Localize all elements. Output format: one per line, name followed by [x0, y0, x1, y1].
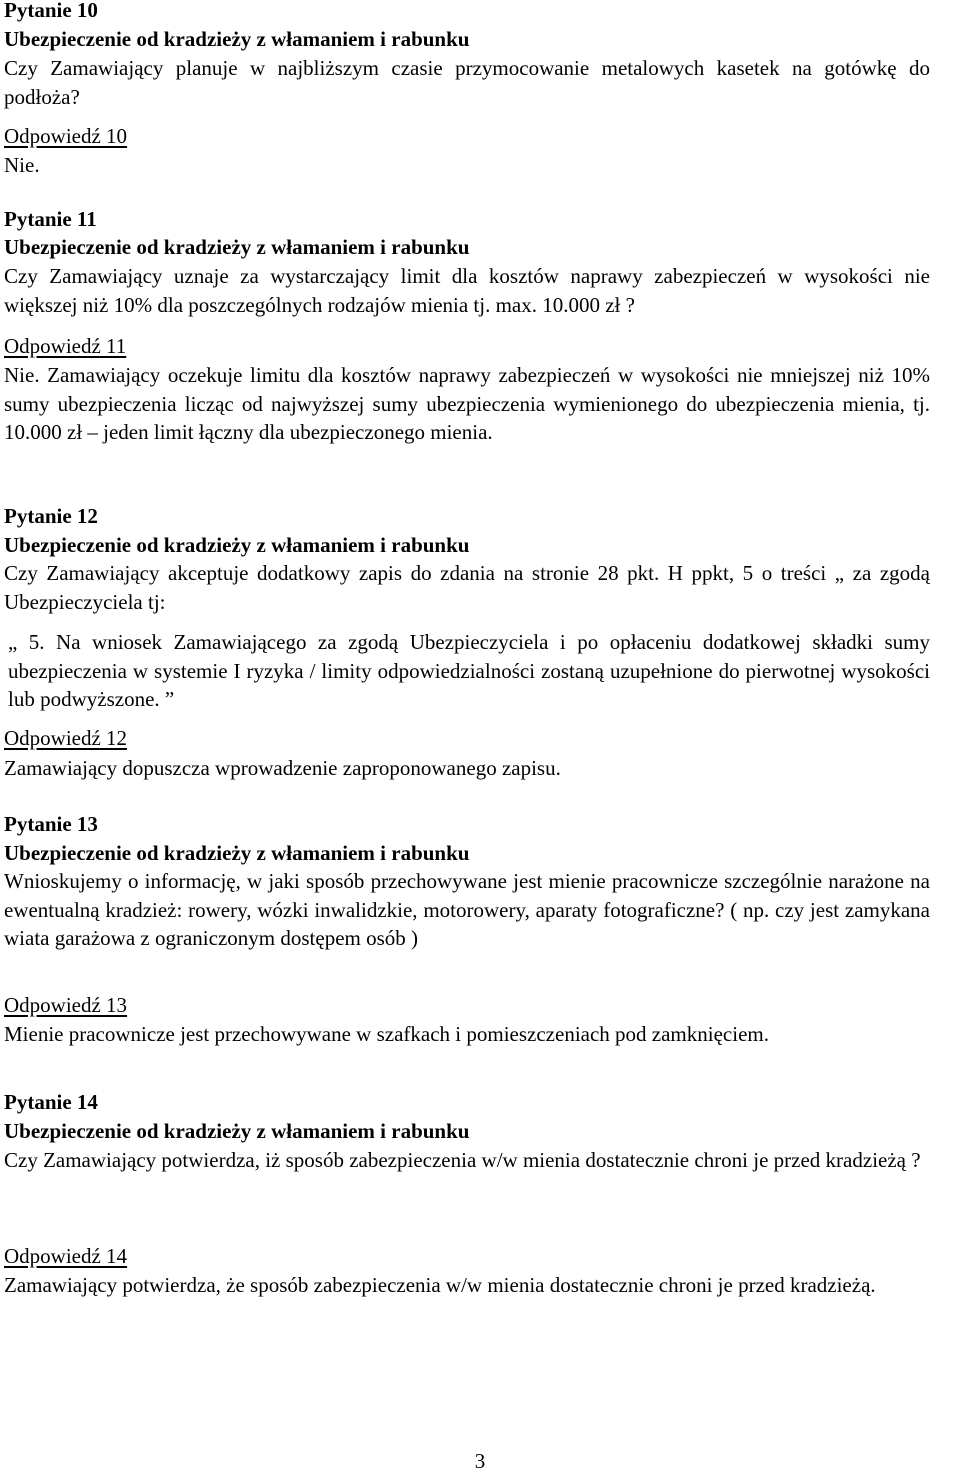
question-14-topic: Ubezpieczenie od kradzieży z włamaniem i rabunku [4, 1119, 470, 1143]
question-10-text: Czy Zamawiający planuje w najbliższym czasie przymocowanie metalowych kasetek na gotówkę do podłoża? [4, 56, 930, 109]
question-11-text: Czy Zamawiający uznaje za wystarczający limit dla kosztów naprawy zabezpieczeń w wysokości nie większej niż 10% dla poszczególnych rodzajów mienia tj. max. 10.000 zł ? [4, 264, 930, 317]
answer-13-text: Mienie pracownicze jest przechowywane w szafkach i pomieszczeniach pod zamknięciem. [4, 1022, 769, 1046]
answer-10-label: Odpowiedź 10 [4, 124, 128, 148]
question-14-text: Czy Zamawiający potwierdza, iż sposób zabezpieczenia w/w mienia dostatecznie chroni je przed kradzieżą ? [4, 1148, 921, 1172]
answer-11-text: Nie. Zamawiający oczekuje limitu dla kosztów naprawy zabezpieczeń w wysokości nie mniejszej niż 10% sumy ubezpieczenia licząc od najwyższej sumy ubezpieczenia wymienionego do ubezpieczenia mienia, tj. 10.000 zł – jeden limit łączny dla ubezpieczonego mienia. [4, 363, 930, 445]
answer-12-text: Zamawiający dopuszcza wprowadzenie zaproponowanego zapisu. [4, 756, 561, 780]
answer-10-text: Nie. [4, 153, 40, 177]
question-13-text: Wnioskujemy o informację, w jaki sposób przechowywane jest mienie pracownicze szczególnie narażone na ewentualną kradzież: rowery, wózki inwalidzkie, motorowery, aparaty fotograficzne? ( np. czy jest zamykana wiata garażowa z ograniczonym dostępem osób ) [4, 869, 930, 951]
question-10-topic: Ubezpieczenie od kradzieży z włamaniem i rabunku [4, 27, 470, 51]
question-10-label: Pytanie 10 [4, 0, 98, 22]
page-number: 3 [474, 1449, 486, 1473]
question-11-topic: Ubezpieczenie od kradzieży z włamaniem i rabunku [4, 235, 470, 259]
question-12-topic: Ubezpieczenie od kradzieży z włamaniem i rabunku [4, 533, 470, 557]
question-12-label: Pytanie 12 [4, 504, 98, 528]
question-13-label: Pytanie 13 [4, 812, 98, 836]
answer-14-text: Zamawiający potwierdza, że sposób zabezpieczenia w/w mienia dostatecznie chroni je przed kradzieżą. [4, 1273, 876, 1297]
answer-11-label: Odpowiedź 11 [4, 334, 127, 358]
answer-14-label: Odpowiedź 14 [4, 1244, 128, 1268]
question-11-label: Pytanie 11 [4, 207, 97, 231]
question-14-label: Pytanie 14 [4, 1090, 98, 1114]
question-12-text: Czy Zamawiający akceptuje dodatkowy zapis do zdania na stronie 28 pkt. H ppkt, 5 o treści „ za zgodą Ubezpieczyciela tj: [4, 561, 930, 614]
answer-12-label: Odpowiedź 12 [4, 726, 128, 750]
question-13-topic: Ubezpieczenie od kradzieży z włamaniem i rabunku [4, 841, 470, 865]
question-12-quote: „ 5. Na wniosek Zamawiającego za zgodą Ubezpieczyciela i po opłaceniu dodatkowej składki sumy ubezpieczenia w systemie I ryzyka / limity odpowiedzialności zostaną uzupełnione do pierwotnej wysokości lub podwyższone. ” [8, 630, 930, 712]
answer-13-label: Odpowiedź 13 [4, 993, 128, 1017]
